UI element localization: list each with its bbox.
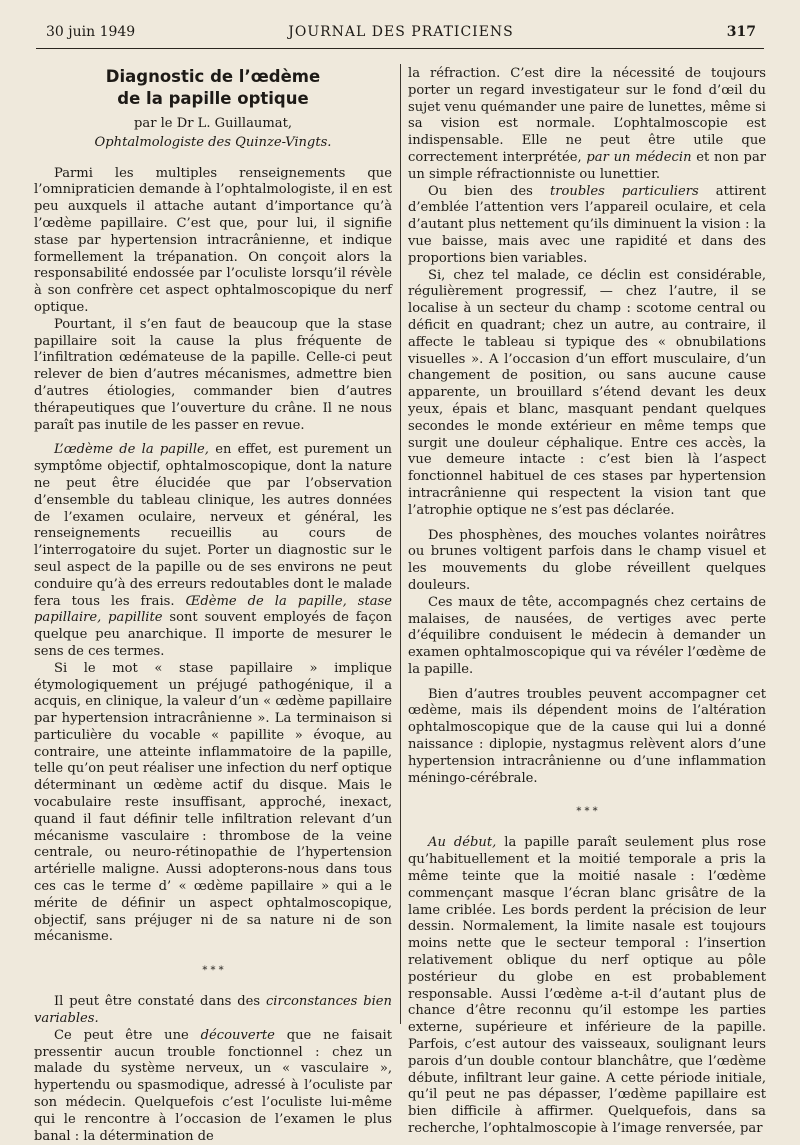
paragraph: Ces maux de tête, accompagnés chez certains de malaises, de nausées, de vertiges avec perte d’équilibre conduisent le médecin à demander un examen ophtalmoscopique qui va révéler l’œdème de la papille. (408, 594, 766, 677)
text: la réfraction. C’est dire la nécessité de toujours porter un regard investigateur sur le fond d’œil du sujet venu quémander une paire de lunettes, même si sa vision est normale. L’ophtalmoscopie est indispensable. Elle ne peut être utile que correctement interprétée, (408, 66, 766, 165)
paragraph (34, 1028, 392, 1145)
text: Ce peut être une (54, 1027, 201, 1043)
section-separator: * * * (202, 965, 224, 977)
page-number: 317 (726, 24, 756, 40)
text: Il peut être constaté dans des (54, 994, 266, 1010)
title-line-2: de la papille optique (117, 89, 309, 108)
emphasis: troubles particuliers (549, 183, 699, 199)
paragraph: Si, chez tel malade, ce déclin est considérable, régulièrement progressif, — chez l’autre, il se localise à un secteur du champ : scotome central ou déficit en quadrant; chez un autre, au contraire, il affecte le tableau si typique des « obnubilations visuelles ». A l’occasion d’un effort musculaire, d’un changement de position, ou sans aucune cause apparente, un brouillard s’étend devant les deux yeux, épais et blanc, masquant pendant quelques secondes le monde extérieur en même temps que surgit une douleur céphalique. Entre ces accès, la vue demeure intacte : c’est bien là l’aspect fonctionnel habituel de ces stases par hypertension intracrânienne qui respectent la vision tant que l’atrophie optique ne s’est pas déclarée. (408, 267, 766, 518)
right-column (408, 66, 766, 1138)
paragraph (34, 994, 392, 1028)
title-line-1: Diagnostic de l’œdème (105, 67, 321, 86)
paragraph: Pourtant, il s’en faut de beaucoup que la stase papillaire soit la cause la plus fréquente de l’infiltration œdémateuse de la papille. Celle-ci peut relever de bien d’autres mécanismes, admettre bien d’autres étiologies, commander bien d’autres thérapeutiques que l’ouverture du crâne. Il ne nous paraît pas inutile de les passer en revue. (34, 316, 392, 433)
left-column (34, 66, 392, 1145)
emphasis: L’œdème de la papille, (54, 442, 209, 458)
paragraph: Bien d’autres troubles peuvent accompagner cet œdème, mais ils dépendent moins de l’altération ophtalmoscopique que de la cause qui lui a donné naissance : diplopie, nystagmus relèvent alors d’une hypertension intracrânienne ou d’une inflammation méningo-cérébrale. (408, 686, 766, 786)
page-header (46, 24, 756, 46)
header-date: 30 juin 1949 (46, 24, 136, 40)
text: attirent d’emblée l’attention vers l’appareil oculaire, et cela d’autant plus nettement qu’ils diminuent la vision : la vue baisse, mais avec une rapidité et dans des proportions bien variables. (408, 183, 766, 266)
section-separator: * * * (576, 806, 598, 818)
paragraph: Si le mot « stase papillaire » implique étymologiquement un préjugé pathogénique, il a acquis, en clinique, la valeur d’un « œdème papillaire par hypertension intracrânienne ». La terminaison si particulière du vocable « papillite » évoque, au contraire, une atteinte inflammatoire de la papille, telle qu’on peut réaliser une infection du nerf optique déterminant un œdème actif du disque. Mais le vocabulaire reste insuffisant, approché, inexact, quand il faut définir telle infiltration relevant d’un mécanisme vasculaire : thrombose de la veine centrale, ou neuro-rétinopathie de l’hypertension artérielle maligne. Aussi adopterons-nous dans tous ces cas le terme d’ « œdème papillaire » qui a le mérite de définir un aspect ophtalmoscopique, objectif, sans préjuger ni de sa nature ni de son mécanisme. (34, 660, 392, 945)
paragraph (408, 835, 766, 1137)
emphasis: Œdème de la papille, stase papillaire, papillite (34, 593, 393, 626)
emphasis: découverte (200, 1027, 275, 1043)
text: la papille paraît seulement plus rose qu’habituellement et la moitié temporale a pris la même teinte que la moitié nasale : l’œdème commençant masque l’écran blanc grisâtre de la lame criblée. Les bords perdent la précision de leur dessin. Normalement, la limite nasale est toujours moins nette que le secteur temporal : l’insertion relativement oblique du nerf optique au pôle postérieur du globe en est probablement responsable. Aussi l’œdème a-t-il d’autant plus de chance d’être reconnu qu’il estompe les parties externe, supérieure et inférieure de la papille. Parfois, c’est autour des vaisseaux, soulignant leurs parois d’un double contour blanchâtre, que l’œdème débute, infiltrant leur gaine. A cette période initiale, qu’il peut ne pas dépasser, l’œdème papillaire est bien difficile à affirmer. Quelquefois, dans sa recherche, l’ophtalmoscopie à l’image renversée, par (408, 835, 766, 1137)
text: que ne faisait pressentir aucun trouble fonctionnel : chez un malade du système nerveux, un « vasculaire », hypertendu ou spasmodique, adressé à l’oculiste par son médecin. Quelquefois c’est l’oculiste lui-même qui le rencontre à l’occasion de l’examen le plus banal : la détermination de (34, 1027, 392, 1144)
text: et non par un simple réfractionniste ou lunettier. (408, 149, 767, 182)
header-rule (36, 48, 764, 49)
paragraph (408, 66, 766, 184)
text: Ou bien des (428, 183, 550, 199)
emphasis: par un médecin (586, 149, 692, 165)
paragraph (408, 184, 766, 268)
paragraph: Parmi les multiples renseignements que l’omnipraticien demande à l’ophtalmologiste, il en est peu auxquels il attache autant d’importance qu’à l’œdème papillaire. C’est que, pour lui, il signifie stase par hypertension intracrânienne, et indique formellement la trépanation. On conçoit alors la responsabilité endossée par l’oculiste lorsqu’il révèle à son confrère cet aspect ophtalmoscopique du nerf optique. (34, 165, 392, 315)
column-divider (400, 64, 401, 1024)
paragraph: Des phosphènes, des mouches volantes noirâtres ou brunes voltigent parfois dans le champ visuel et les mouvements du globe réveillent quelques douleurs. (408, 527, 766, 593)
author-role: Ophtalmologiste des Quinze-Vingts. (94, 134, 332, 150)
emphasis: circonstances bien variables. (34, 994, 392, 1027)
paragraph (34, 442, 392, 660)
text: en effet, est purement un symptôme objectif, ophtalmoscopique, dont la nature ne peut être élucidée que par l’observation d’ensemble du tableau clinique, les autres données de l’examen oculaire, nerveux et général, les renseignements recueillis au cours de l’interrogatoire du sujet. Porter un diagnostic sur le seul aspect de la papille ou de ses environs ne peut conduire qu’à des erreurs redoutables dont le malade fera tous les frais. (34, 442, 392, 609)
journal-name: JOURNAL DES PRATICIENS (288, 24, 514, 40)
author-line: par le Dr L. Guillaumat, (134, 116, 292, 131)
article-title (34, 66, 392, 110)
text: sont souvent employés de façon quelque peu anarchique. Il importe de mesurer le sens de ces termes. (34, 610, 392, 659)
emphasis: Au début, (428, 835, 497, 851)
